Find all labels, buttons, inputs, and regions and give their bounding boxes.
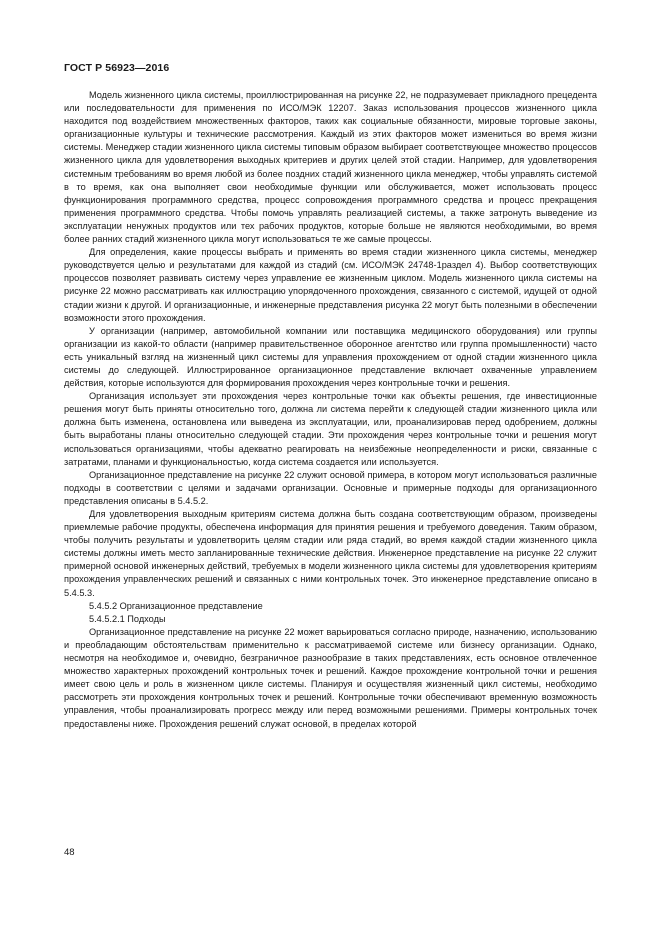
paragraph: Модель жизненного цикла системы, проиллюстрированная на рисунке 22, не подразумевает прикладного прецедента или последовательности для применения по ИСО/МЭК 12207. Заказ использования процессов жизненного цикла находится под воздействием множественных факторов, таких как социальные обязанности, мировые торговые законы, организационные культуры и технические рассмотрения. Каждый из этих факторов может измениться во время жизни системы. Менеджер стадии жизненного цикла системы типовым образом выбирает соответствующее множество процессов жизненного цикла для удовлетворения выходных критериев и других целей этой стадии. Например, для удовлетворения системным требованиям во время любой из более поздних стадий жизненного цикла менеджер, чтобы управлять системой в то время, как она выполняет свои необходимые функции или обслуживается, может использовать процесс функционирования программного средства, процесс сопровождения программного средства и процесс прекращения применения программного средства. Чтобы помочь управлять реализацией системы, а также затронуть выведение из эксплуатации ненужных продуктов или тех рабочих продуктов, которые больше не являются необходимыми, во время более ранних стадий жизненного цикла могут использоваться те же самые процессы. [64, 90, 597, 245]
paragraph: Для определения, какие процессы выбрать и применять во время стадии жизненного цикла системы, менеджер руководствуется целью и результатами для каждой из стадий (см. ИСО/МЭК 24748-1раздел 4). Выбор соответствующих процессов позволяет развивать систему через управление ее жизненным циклом. Модель жизненного цикла системы на рисунке 22 можно рассматривать как иллюстрацию упорядоченного прохождения, связанного с системой, идущей от одной стадии жизни к другой. И организационные, и инженерные представления рисунка 22 могут быть полезными в обеспечении возможности этого прохождения. [64, 247, 597, 323]
subsection-heading: 5.4.5.2.1 Подходы [89, 613, 166, 624]
paragraph: Организация использует эти прохождения через контрольные точки как объекты решения, где инвестиционные решения могут быть приняты относительно того, должна ли система перейти к следующей стадии жизненного цикла или должна быть изменена, остановлена или выведена из эксплуатации, или, проанализировав перед одобрением, должны быть выработаны планы относительно следующей стадии. Эти прохождения через контрольные точки и решения могут использоваться организациями, чтобы адекватно реагировать на неизбежные неопределенности и риски, связанные с затратами, планами и функциональностью, когда система создается или используется. [64, 391, 597, 467]
standard-header: ГОСТ Р 56923—2016 [64, 62, 170, 74]
paragraph: Организационное представление на рисунке 22 служит основой примера, в котором могут использоваться различные подходы в соответствии с целями и задачами организации. Основные и примерные подходы для организационного представления описаны в 5.4.5.2. [64, 469, 597, 506]
paragraph: У организации (например, автомобильной компании или поставщика медицинского оборудования) или группы организации из какой-то области (например правительственное оборонное агентство или группа промышленности) часто есть уникальный взгляд на жизненный цикл системы для управления прохождением от одной стадии жизненного цикла системы до следующей. Иллюстрированное организационное представление включает охваченные управлением действия, которые используются для формирования прохождения через контрольные точки и решения. [64, 325, 597, 389]
page-number: 48 [64, 847, 75, 858]
document-body [64, 89, 597, 731]
paragraph: Организационное представление на рисунке 22 может варьироваться согласно природе, назначению, использованию и преобладающим обстоятельствам применительно к рассматриваемой системе или бизнесу организации. Однако, несмотря на необходимое и, очевидно, безграничное разнообразие в таких представлениях, есть основное отвлеченное множество характерных прохождений контрольных точек и решений. Каждое прохождение контрольной точки и решения имеет свою цель и роль в жизненном цикле системы. Планируя и осуществляя жизненный цикл системы, необходимо рассмотреть эти прохождения контрольных точек и решений. Контрольные точки обеспечивают временную возможность управления, чтобы проанализировать прогресс между или перед возможными решениями. Примеры контрольных точек предоставлены ниже. Прохождения решений служат основой, в пределах которой [64, 626, 597, 729]
paragraph: Для удовлетворения выходным критериям система должна быть создана соответствующим образом, произведены приемлемые рабочие продукты, обеспечена информация для принятия решения и требуемого доведения. Таким образом, чтобы получить результаты и удовлетворить целям стадии или ряда стадий, во время каждой стадии жизненного цикла системы должны иметь место запланированные технические действия. Инженерное представление на рисунке 22 служит примерной основой инженерных действий, требуемых в модели жизненного цикла системы для удовлетворения критериям прохождения управленческих решений и связанных с ними контрольных точек. Это инженерное представление описано в 5.4.5.3. [64, 509, 597, 598]
section-heading: 5.4.5.2 Организационное представление [89, 600, 263, 611]
